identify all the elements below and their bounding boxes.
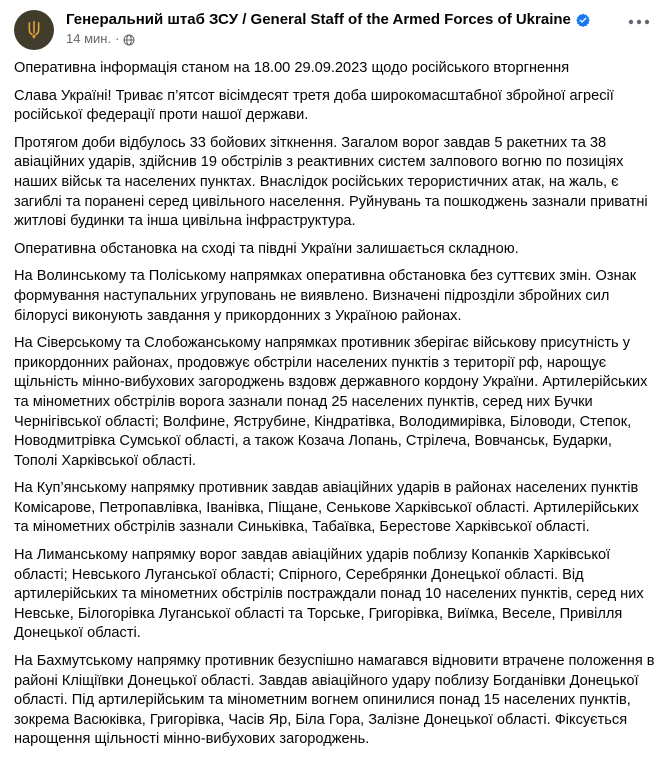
post-header: [0, 0, 671, 52]
post-paragraph: На Куп’янському напрямку противник завдав авіаційних ударів в районах населених пунктів Комісарове, Петропавлівка, Іванівка, Піщане, Сенькове Харківської області. Артилерійських та мінометних обстрілів зазнали Синьківка, Табаївка, Берестове Харківської області.: [14, 480, 643, 536]
post-paragraph: На Волинському та Поліському напрямках оперативна обстановка без суттєвих змін. Ознак формування наступальних угруповань не виявлено. Визначені підрозділи збройних сил білорусі виконують завдання у прикордонних з Україною районах.: [14, 268, 641, 324]
post-paragraph: На Бахмутському напрямку противник безуспішно намагався відновити втрачене положення в районі Кліщіївки Донецької області. Завдав авіаційного удару поблизу Богданівки Донецької області. Під артилерійським та мінометним вогнем опинилися понад 15 населених пунктів, зокрема Васюківка, Григорівка, Часів Яр, Біла Гора, Залізне Донецької області. Фіксується нарощення щільності мінно-вибухових загороджень.: [14, 653, 659, 748]
post-options-button[interactable]: [621, 8, 657, 36]
post-timestamp[interactable]: 14 мин.: [66, 31, 112, 46]
verified-badge-icon: [576, 13, 590, 27]
post-paragraph: На Сіверському та Слобожанському напрямках противник зберігає військову присутність у прикордонних районах, продовжує обстріли населених пунктів з території рф, нарощує щільність мінно-вибухових загороджень вздовж державного кордону України. Артилерійських та мінометних обстрілів ворога зазнали понад 25 населених пунктів, серед них Бучки Чернігівської області; Волфине, Яструбине, Кіндратівка, Володимирівка, Біловоди, Степок, Новодмитрівка Сумської області, а також Козача Лопань, Стрілеча, Вовчанськ, Бударки, Тополі Харківської області.: [14, 335, 652, 469]
page-name-link[interactable]: Генеральний штаб ЗСУ / General Staff of the Armed Forces of Ukraine: [66, 11, 571, 28]
post-paragraph: Слава Україні! Триває п’ятсот вісімдесят третя доба широкомасштабної збройної агресії російської федерації проти нашої держави.: [14, 87, 618, 124]
post-body: [0, 52, 671, 750]
post-paragraph: На Лиманському напрямку ворог завдав авіаційних ударів поблизу Копанків Харківської області; Невського Луганської області; Спірного, Серебрянки Донецької області. Від артилерійських та мінометних обстрілів постраждали понад 10 населених пунктів, серед них Невське, Білогорівка Луганської області та Торське, Григорівка, Виїмка, Веселе, Привілля Донецької області.: [14, 547, 648, 642]
post-meta-row: [66, 31, 590, 47]
post-paragraph: Оперативна обстановка на сході та півдні України залишається складною.: [14, 240, 519, 257]
page-avatar[interactable]: [14, 10, 54, 50]
separator-dot: ·: [115, 31, 120, 46]
post-paragraph: Оперативна інформація станом на 18.00 29.09.2023 щодо російського вторгнення: [14, 60, 570, 76]
post-header-meta: [66, 8, 590, 47]
globe-privacy-icon: [123, 34, 135, 46]
ellipsis-icon: [628, 19, 650, 25]
post-paragraph: Протягом доби відбулось 33 бойових зіткнення. Загалом ворог завдав 5 ракетних та 38 авіаційних ударів, здійснив 19 обстрілів з реактивних систем залпового вогню по позиціях наших військ та населених пунктах. Внаслідок російських терористичних атак, на жаль, є загиблі та поранені серед цивільного населення. Руйнувань та пошкоджень зазнали приватні житлові будинки та інша цивільна інфраструктура.: [14, 134, 652, 230]
trident-logo-icon: [14, 10, 54, 50]
